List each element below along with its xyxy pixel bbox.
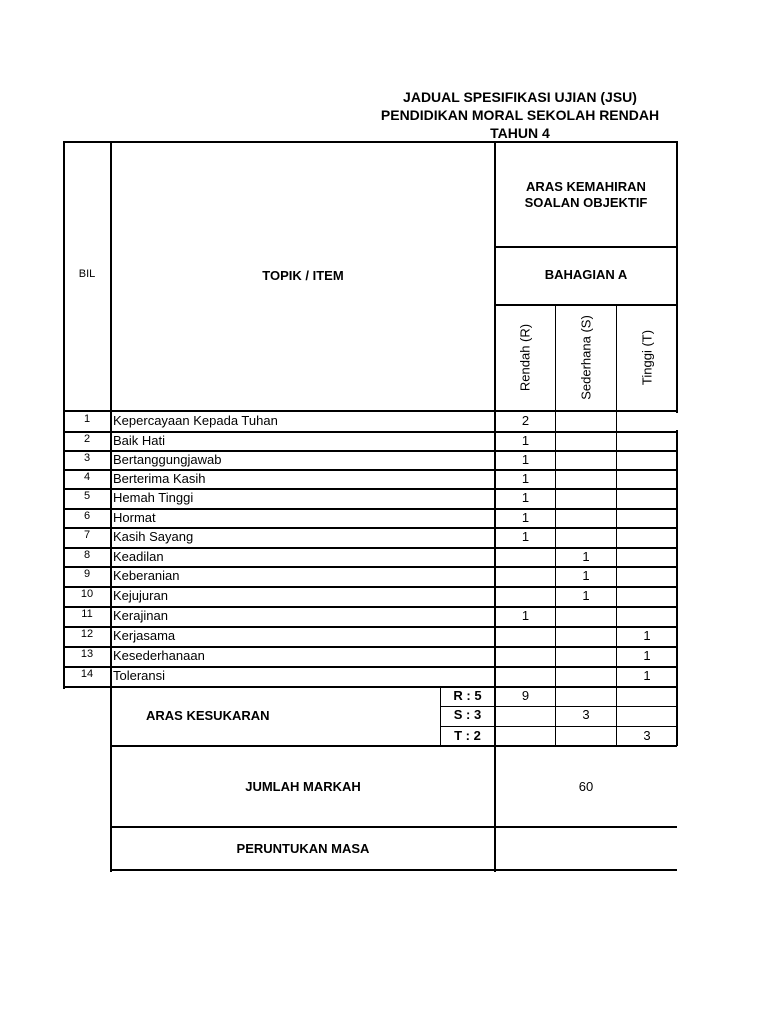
bahagian-divider	[494, 304, 677, 306]
row-bil: 14	[80, 668, 94, 680]
r-s-divider	[555, 304, 556, 746]
row-topik: Hemah Tinggi	[113, 490, 194, 505]
row-topik: Berterima Kasih	[113, 471, 206, 486]
aras-s-label: S : 3	[453, 707, 482, 722]
bil-divider	[110, 141, 112, 872]
row-topik: Kejujuran	[113, 588, 168, 603]
row-bil: 1	[83, 413, 91, 425]
aras-r-value: 9	[521, 688, 530, 703]
row-sederhana: 1	[582, 549, 590, 564]
aras-kesukaran-label: ARAS KESUKARAN	[146, 708, 270, 723]
table-top-border	[63, 141, 677, 143]
row-topik: Bertanggungjawab	[113, 452, 222, 467]
row-rendah: 1	[521, 510, 530, 525]
row-bil: 13	[80, 648, 94, 660]
jumlah-bottom-border	[110, 826, 677, 828]
row-topik: Toleransi	[113, 668, 166, 683]
header-tinggi: Tinggi (T)	[639, 329, 655, 386]
row-topik: Kasih Sayang	[113, 529, 194, 544]
row-topik: Kerjasama	[113, 628, 176, 643]
topik-divider	[494, 141, 496, 872]
table-bottom-border	[110, 869, 677, 871]
row-rendah: 1	[521, 529, 530, 544]
aras-t-value: 3	[643, 728, 651, 743]
row-sederhana: 1	[582, 568, 590, 583]
row-tinggi: 1	[643, 628, 651, 643]
header-aras-line1: ARAS KEMAHIRAN	[526, 179, 646, 194]
row-bil: 5	[83, 490, 91, 502]
row-bil: 6	[83, 510, 91, 522]
jumlah-markah-value: 60	[578, 779, 594, 794]
aras-row-line2	[440, 726, 677, 727]
aras-r-label: R : 5	[453, 688, 482, 703]
row-topik: Baik Hati	[113, 433, 166, 448]
row-rendah: 1	[521, 471, 530, 486]
aras-divider	[494, 246, 677, 248]
row-rendah: 1	[521, 608, 530, 623]
doc-title-line3: TAHUN 4	[490, 125, 550, 141]
header-bil: BIL	[78, 268, 96, 280]
aras-bottom-border	[110, 745, 677, 747]
row-rendah: 1	[521, 452, 530, 467]
doc-title-line2: PENDIDIKAN MORAL SEKOLAH RENDAH	[380, 107, 660, 123]
header-bahagian: BAHAGIAN A	[544, 267, 628, 282]
header-rendah: Rendah (R)	[517, 323, 533, 392]
row-bil: 7	[83, 529, 91, 541]
peruntukan-masa-label: PERUNTUKAN MASA	[236, 841, 370, 856]
row-rendah: 1	[521, 433, 530, 448]
right-border-body	[676, 430, 678, 746]
row-bil: 3	[83, 452, 91, 464]
row-topik: Kerajinan	[113, 608, 168, 623]
row-bil: 11	[81, 608, 93, 620]
row-tinggi: 1	[643, 668, 651, 683]
row-bil: 4	[83, 471, 91, 483]
row-bil: 2	[83, 433, 91, 445]
jumlah-markah-label: JUMLAH MARKAH	[245, 779, 361, 794]
row-topik: Keberanian	[113, 568, 180, 583]
row-tinggi: 1	[643, 648, 651, 663]
header-topik: TOPIK / ITEM	[262, 268, 344, 283]
row-bil: 9	[83, 568, 91, 580]
row-rendah: 2	[521, 413, 530, 428]
header-bottom-border	[63, 410, 677, 412]
row-topik: Hormat	[113, 510, 156, 525]
row-bil: 8	[83, 549, 91, 561]
header-sederhana: Sederhana (S)	[578, 315, 594, 400]
row-topik: Keadilan	[113, 549, 164, 564]
row-topik: Kesederhanaan	[113, 648, 205, 663]
aras-s-value: 3	[582, 707, 590, 722]
row-sederhana: 1	[582, 588, 590, 603]
row-bil: 10	[80, 588, 94, 600]
row-topik: Kepercayaan Kepada Tuhan	[113, 413, 278, 428]
header-aras-line2: SOALAN OBJEKTIF	[524, 195, 648, 210]
row-rendah: 1	[521, 490, 530, 505]
right-border-header	[676, 141, 678, 413]
aras-t-label: T : 2	[454, 728, 481, 743]
row-bil: 12	[80, 628, 94, 640]
doc-title-line1: JADUAL SPESIFIKASI UJIAN (JSU)	[403, 89, 637, 105]
row-divider	[63, 686, 677, 688]
